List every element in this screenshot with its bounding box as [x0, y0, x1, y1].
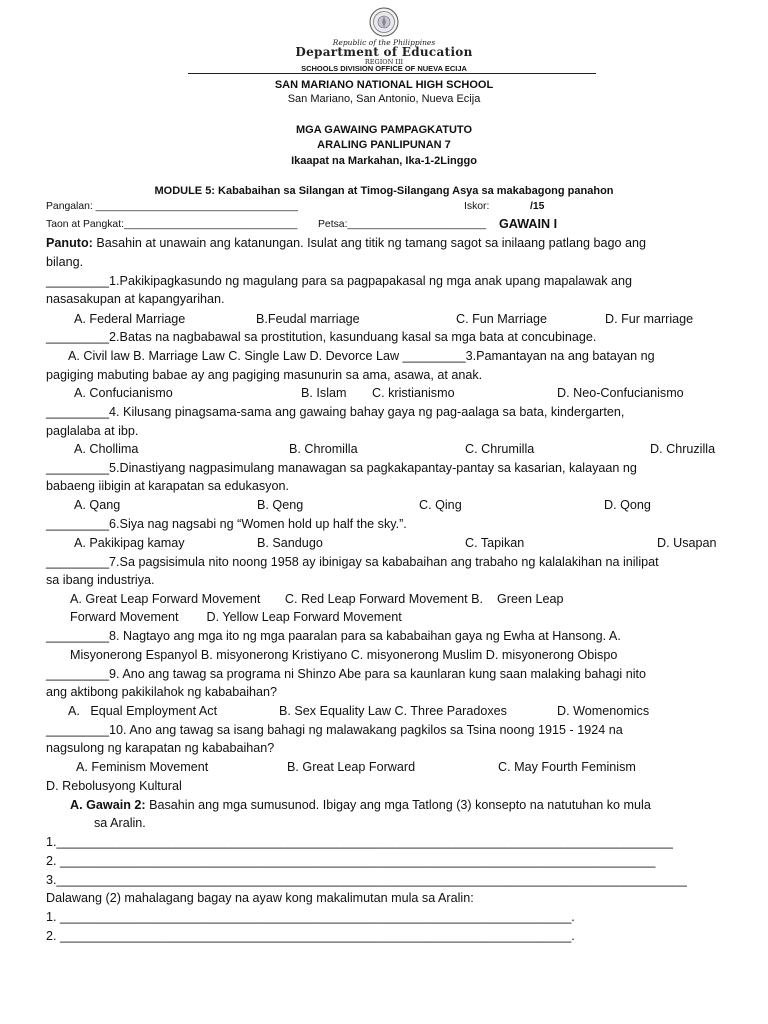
instructions-label: Panuto:: [46, 236, 93, 250]
question-7-line-2: sa ibang industriya.: [46, 573, 155, 587]
q4-option-c: C. Chrumilla: [465, 442, 535, 456]
q1-option-c: C. Fun Marriage: [456, 312, 547, 326]
q4-option-d: D. Chruzilla: [650, 442, 716, 456]
score-total: /15: [530, 201, 545, 212]
question-4-line-2: paglalaba at ibp.: [46, 424, 139, 438]
instructions-text: Basahin at unawain ang katanungan. Isulat ang titik ng tamang sagot sa inilaang patlang bago ang: [92, 236, 647, 250]
q1-option-d: D. Fur marriage: [605, 312, 694, 326]
republic-text: Republic of the Philippines: [332, 38, 436, 47]
q3-option-b: B. Islam: [301, 386, 347, 400]
q6-option-a: A. Pakikipag kamay: [74, 536, 185, 550]
q4-option-a: A. Chollima: [74, 442, 139, 456]
gawain-2-line-2: sa Aralin.: [94, 816, 146, 830]
q5-option-b: B. Qeng: [257, 498, 304, 512]
name-field[interactable]: Pangalan: ___________________________________: [46, 201, 298, 212]
question-5-line-1: _________5.Dinastiyang nagpasimulang manawagan sa pagkakapantay-pantay sa kasarian, kalayaan ng: [46, 461, 637, 475]
question-9-line-2: ang aktibong pakikilahok ng kababaihan?: [46, 685, 278, 699]
dalawang-heading: Dalawang (2) mahalagang bagay na ayaw kong makalimutan mula sa Aralin:: [46, 891, 474, 905]
header-divider: [188, 73, 596, 74]
q1-option-b: B.Feudal marriage: [256, 312, 360, 326]
q6-option-d: D. Usapan: [657, 536, 717, 550]
date-field[interactable]: Petsa:________________________: [318, 219, 487, 230]
title-line-2: ARALING PANLIPUNAN 7: [317, 139, 451, 151]
q5-option-d: D. Qong: [604, 498, 651, 512]
q3-option-d: D. Neo-Confucianismo: [557, 386, 684, 400]
question-8-line-1: _________8. Nagtayo ang mga ito ng mga paaralan para sa kababaihan gaya ng Ewha at Hansong. A.: [46, 629, 621, 643]
question-2: _________2.Batas na nagbabawal sa prostitution, kasunduang kasal sa mga bata at concubinage.: [46, 330, 597, 344]
region-text: REGION III: [364, 58, 404, 66]
q5-option-a: A. Qang: [74, 498, 121, 512]
grade-section-field[interactable]: Taon at Pangkat:______________________________: [46, 219, 298, 230]
question-7-line-1: _________7.Sa pagsisimula nito noong 1958 ay ibinigay sa kababaihan ang trabaho ng kalalakihan na inilipat: [46, 555, 659, 569]
deped-seal-icon: [369, 7, 399, 37]
q3-option-a: A. Confucianismo: [74, 386, 173, 400]
question-10-line-1: _________10. Ano ang tawag sa isang bahagi ng malawakang pagkilos sa Tsina noong 1915 - 1924 na: [46, 723, 623, 737]
title-line-3: Ikaapat na Markahan, Ika-1-2Linggo: [291, 155, 477, 167]
question-6: _________6.Siya nag nagsabi ng “Women hold up half the sky.”.: [46, 517, 407, 531]
question-8-options: Misyonerong Espanyol B. misyonerong Kristiyano C. misyonerong Muslim D. misyonerong Obispo: [70, 648, 618, 662]
question-5-line-2: babaeng iibigin at karapatan sa edukasyon.: [46, 479, 289, 493]
school-address: San Mariano, San Antonio, Nueva Ecija: [287, 93, 481, 105]
gawain-2-line-1: [70, 797, 651, 813]
q7-options-line-2: Forward Movement D. Yellow Leap Forward Movement: [70, 610, 402, 624]
gawain-2-text: Basahin ang mga sumusunod. Ibigay ang mga Tatlong (3) konsepto na natutuhan ko mula: [145, 798, 651, 812]
remember-line-1[interactable]: 1. _________________________________________________________________________.: [46, 910, 575, 924]
question-1-line-2: nasasakupan at kapangyarihan.: [46, 292, 225, 306]
instructions-line-2: bilang.: [46, 255, 84, 269]
question-10-line-2: nagsulong ng karapatan ng kababaihan?: [46, 741, 275, 755]
q10-option-b: B. Great Leap Forward: [287, 760, 416, 774]
division-text: SCHOOLS DIVISION OFFICE OF NUEVA ECIJA: [301, 64, 467, 73]
q9-option-bc: B. Sex Equality Law C. Three Paradoxes: [279, 704, 507, 718]
score-label: Iskor:: [464, 201, 490, 212]
title-line-1: MGA GAWAING PAMPAGKATUTO: [296, 124, 472, 136]
q4-option-b: B. Chromilla: [289, 442, 358, 456]
q6-option-b: B. Sandugo: [257, 536, 323, 550]
answer-line-2[interactable]: 2. _____________________________________________________________________________________: [46, 854, 656, 868]
question-9-line-1: _________9. Ano ang tawag sa programa ni Shinzo Abe para sa kaunlaran kung saan malaking bahagi nito: [46, 667, 647, 681]
q10-option-d: D. Rebolusyong Kultural: [46, 779, 182, 793]
module-title: MODULE 5: Kababaihan sa Silangan at Timog-Silangang Asya sa makabagong panahon: [154, 185, 614, 197]
answer-line-3[interactable]: 3.__________________________________________________________________________________________: [46, 873, 687, 887]
q9-option-d: D. Womenomics: [557, 704, 650, 718]
q9-option-a: A. Equal Employment Act: [68, 704, 218, 718]
department-text: Department of Education: [295, 45, 473, 59]
instructions-line-1: [46, 235, 646, 251]
question-2-options-question-3: A. Civil law B. Marriage Law C. Single Law D. Devorce Law _________3.Pamantayan na ang batayan ng: [68, 349, 655, 363]
q1-option-a: A. Federal Marriage: [74, 312, 186, 326]
question-3-line-2: pagiging mabuting babae ay ang pagiging masunurin sa ama, asawa, at anak.: [46, 368, 483, 382]
question-1-line-1: _________1.Pakikipagkasundo ng magulang para sa pagpapakasal ng mga anak upang mapalawak ang: [46, 274, 633, 288]
q10-option-a: A. Feminism Movement: [76, 760, 209, 774]
school-name: SAN MARIANO NATIONAL HIGH SCHOOL: [274, 79, 494, 91]
q7-options-line-1: A. Great Leap Forward Movement C. Red Leap Forward Movement B. Green Leap: [70, 592, 564, 606]
gawain-label: GAWAIN I: [499, 217, 558, 231]
question-4-line-1: _________4. Kilusang pinagsama-sama ang gawaing bahay gaya ng pag-aalaga sa bata, kindergarten,: [46, 405, 625, 419]
answer-line-1[interactable]: 1.________________________________________________________________________________________: [46, 835, 673, 849]
q10-option-c: C. May Fourth Feminism: [498, 760, 636, 774]
q5-option-c: C. Qing: [419, 498, 462, 512]
q6-option-c: C. Tapikan: [465, 536, 525, 550]
q3-option-c: C. kristianismo: [372, 386, 455, 400]
remember-line-2[interactable]: 2. _________________________________________________________________________.: [46, 929, 575, 943]
gawain-2-label: A. Gawain 2:: [70, 798, 146, 812]
